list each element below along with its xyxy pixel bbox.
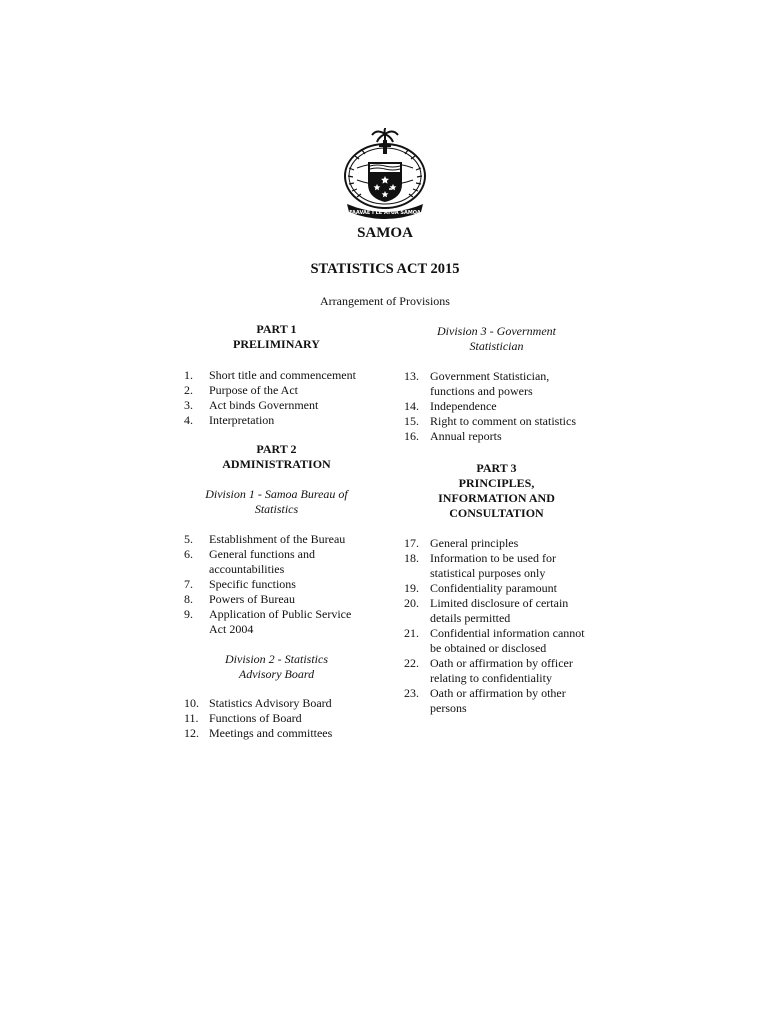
part3-label: PART 3 [476,461,517,475]
division1-title: Division 1 - Samoa Bureau of Statistics [205,487,348,516]
part3-title: PRINCIPLES, INFORMATION AND CONSULTATION [438,476,555,520]
provision-item: 6. General functions and accountabilities [184,547,315,576]
provision-item: 5. Establishment of the Bureau [184,532,346,546]
provision-item: 7. Specific functions [184,577,296,591]
provision-item: 16. Annual reports [404,429,502,443]
provision-item: 18. Information to be used for statistical purposes only [404,551,556,580]
provision-item: 15. Right to comment on statistics [404,414,576,428]
provision-item: 20. Limited disclosure of certain details permitted [404,596,569,625]
provision-item: 1. Short title and commencement [184,368,356,382]
provision-item: 14. Independence [404,399,497,413]
provision-item: 4. Interpretation [184,413,275,427]
provision-item: 17. General principles [404,536,519,550]
part1-label: PART 1 [256,322,297,336]
provision-item: 19. Confidentiality paramount [404,581,557,595]
right-column [404,324,589,716]
provision-item: 3. Act binds Government [184,398,319,412]
provision-item: 12. Meetings and committees [184,726,333,740]
left-column [184,322,369,741]
provision-item: 11. Functions of Board [184,711,302,725]
provision-item: 21. Confidential information cannot be obtained or disclosed [404,626,585,655]
provision-item: 22. Oath or affirmation by officer relating to confidentiality [404,656,573,685]
arrangement-subtitle: Arrangement of Provisions [320,294,450,308]
act-title: STATISTICS ACT 2015 [310,261,460,277]
part2-label: PART 2 [256,442,297,456]
part1-title: PRELIMINARY [233,337,320,351]
provision-item: 13. Government Statistician, functions and powers [404,369,550,398]
country-heading: SAMOA [357,225,413,241]
division2-title: Division 2 - Statistics Advisory Board [225,652,328,681]
division3-title: Division 3 - Government Statistician [437,324,556,353]
provision-item: 10. Statistics Advisory Board [184,696,332,710]
provision-item: 8. Powers of Bureau [184,592,295,606]
samoa-coat-of-arms-emblem [337,128,433,220]
provision-item: 9. Application of Public Service Act 2004 [184,607,352,636]
provision-item: 2. Purpose of the Act [184,383,298,397]
part2-title: ADMINISTRATION [222,457,331,471]
emblem-motto: FAAVAE I LE ATUA SAMOA [349,210,421,216]
provision-item: 23. Oath or affirmation by other persons [404,686,566,715]
